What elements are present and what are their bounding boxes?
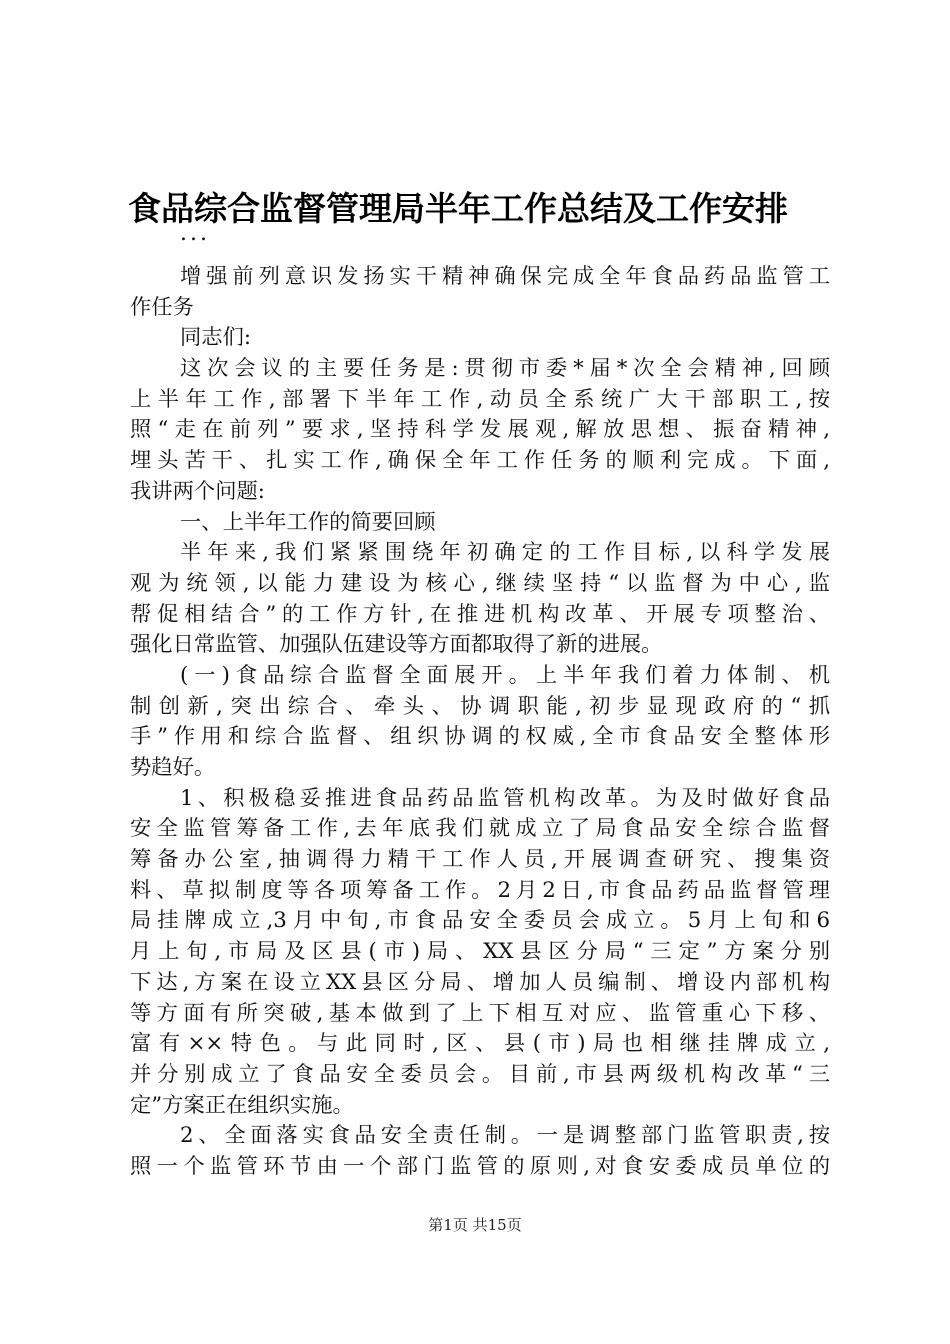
text-line: 观为统领,以能力建设为核心,继续坚持“以监督为中心,监: [130, 570, 830, 596]
text-line: 制创新,突出综合、牵头、协调职能,初步显现政府的“抓: [130, 693, 830, 719]
text-line: 半年来,我们紧紧围绕年初确定的工作目标,以科学发展: [180, 540, 830, 566]
text-line: 照“走在前列”要求,坚持科学发展观,解放思想、振奋精神,: [130, 417, 830, 443]
text-line: 增强前列意识发扬实干精神确保完成全年食品药品监管工: [180, 264, 830, 289]
page-footer: 第1页 共15页: [428, 1216, 522, 1234]
text-line: 上半年工作,部署下半年工作,动员全系统广大干部职工,按: [130, 386, 830, 412]
document-title: 食品综合监督管理局半年工作总结及工作安排: [128, 189, 788, 228]
text-line: 月上旬,市局及区县(市)局、XX县区分局“三定”方案分别: [130, 939, 830, 965]
text-line: 定”方案正在组织实施。: [130, 1092, 354, 1118]
text-line: (一)食品综合监督全面展开。上半年我们着力体制、机: [180, 662, 830, 688]
text-line: 强化日常监管、加强队伍建设等方面都取得了新的进展。: [130, 632, 663, 658]
document-body: [130, 262, 830, 1183]
text-line: 这次会议的主要任务是:贯彻市委*届*次全会精神,回顾: [180, 356, 830, 382]
section-heading: 一、上半年工作的简要回顾: [180, 509, 436, 535]
title-ellipsis: ...: [180, 221, 210, 246]
text-line: 照一个监管环节由一个部门监管的原则,对食安委成员单位的: [130, 1153, 830, 1179]
text-line: 等方面有所突破,基本做到了上下相互对应、监管重心下移、: [130, 1000, 830, 1026]
text-line: 局挂牌成立,3月中旬,市食品安全委员会成立。5月上旬和6: [130, 908, 830, 934]
text-line: 富有××特色。与此同时,区、县(市)局也相继挂牌成立,: [130, 1031, 830, 1057]
text-line: 作任务: [130, 294, 194, 320]
text-line: 2、全面落实食品安全责任制。一是调整部门监管职责,按: [180, 1123, 830, 1149]
text-line: 下达,方案在设立XX县区分局、增加人员编制、增设内部机构: [130, 969, 830, 995]
text-line: 并分别成立了食品安全委员会。目前,市县两级机构改革“三: [130, 1061, 830, 1087]
text-line: 帮促相结合”的工作方针,在推进机构改革、开展专项整治、: [130, 601, 830, 627]
text-line: 同志们:: [180, 325, 252, 351]
text-line: 势趋好。: [130, 755, 216, 780]
text-line: 我讲两个问题:: [130, 478, 265, 504]
text-line: 筹备办公室,抽调得力精干工作人员,开展调查研究、搜集资: [130, 847, 830, 873]
text-line: 1、积极稳妥推进食品药品监管机构改革。为及时做好食品: [180, 785, 830, 811]
text-line: 安全监管筹备工作,去年底我们就成立了局食品安全综合监督: [130, 816, 830, 842]
text-line: 料、草拟制度等各项筹备工作。2月2日,市食品药品监督管理: [130, 877, 830, 903]
text-line: 手”作用和综合监督、组织协调的权威,全市食品安全整体形: [130, 724, 830, 750]
text-line: 埋头苦干、扎实工作,确保全年工作任务的顺利完成。下面,: [130, 448, 830, 474]
